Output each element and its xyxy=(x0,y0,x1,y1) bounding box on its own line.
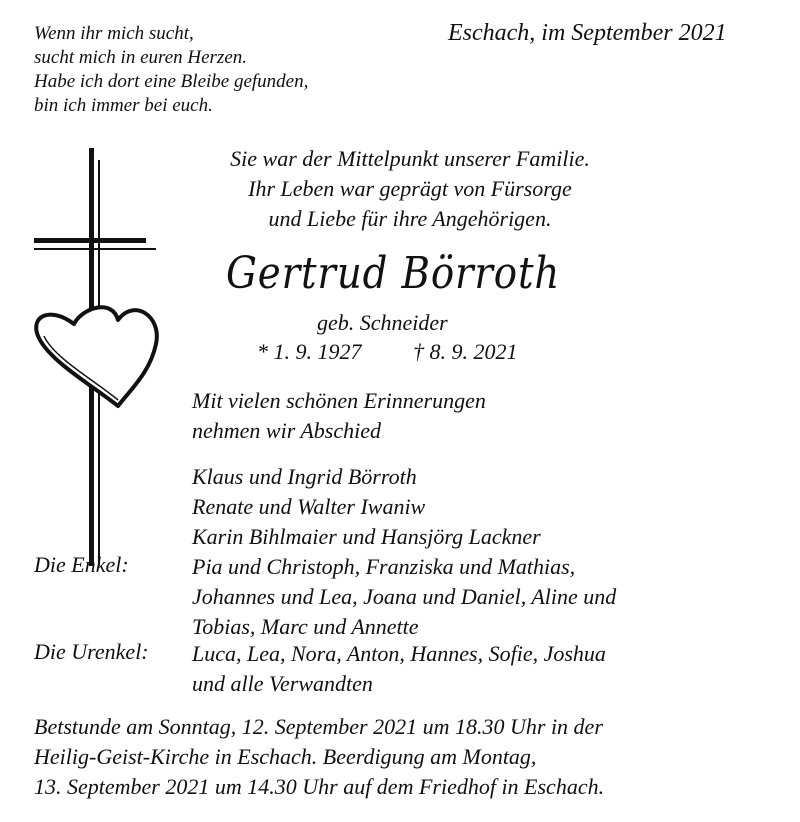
farewell-text xyxy=(192,386,486,446)
farewell-line: nehmen wir Abschied xyxy=(192,418,382,443)
grandchildren-label: Die Enkel: xyxy=(34,552,129,577)
cross-with-heart-icon xyxy=(30,148,165,568)
poem-line: Wenn ihr mich sucht, xyxy=(34,23,194,44)
grandchildren-list xyxy=(192,552,616,642)
grandchildren-line: Tobias, Marc und Annette xyxy=(192,614,419,639)
funeral-details xyxy=(34,712,604,802)
deceased-name: Gertrud Börroth xyxy=(226,248,561,299)
grandchildren-line: Johannes und Lea, Joana und Daniel, Aline und xyxy=(192,584,617,609)
poem-line: bin ich immer bei euch. xyxy=(34,95,213,116)
poem-line: sucht mich in euren Herzen. xyxy=(34,47,247,68)
poem-line: Habe ich dort eine Bleibe gefunden, xyxy=(34,71,309,92)
mourner: Renate und Walter Iwaniw xyxy=(192,494,426,519)
great-grandchildren-line: Luca, Lea, Nora, Anton, Hannes, Sofie, Joshua xyxy=(192,641,606,666)
grandchildren-line: Pia und Christoph, Franziska und Mathias, xyxy=(192,554,576,579)
footer-line: Betstunde am Sonntag, 12. September 2021 um 18.30 Uhr in der xyxy=(34,714,603,739)
intro-line: und Liebe für ihre Angehörigen. xyxy=(268,206,552,231)
mourners-list xyxy=(192,462,541,552)
poem xyxy=(34,22,308,118)
great-grandchildren-label: Die Urenkel: xyxy=(34,639,149,664)
maiden-name: geb. Schneider xyxy=(317,310,448,335)
great-grandchildren-line: und alle Verwandten xyxy=(192,671,373,696)
death-date: † 8. 9. 2021 xyxy=(413,339,518,364)
life-dates xyxy=(257,339,518,365)
intro-line: Sie war der Mittelpunkt unserer Familie. xyxy=(230,146,590,171)
mourner: Karin Bihlmaier und Hansjörg Lackner xyxy=(192,524,541,549)
farewell-line: Mit vielen schönen Erinnerungen xyxy=(192,388,486,413)
intro-text xyxy=(150,144,670,234)
dateline: Eschach, im September 2021 xyxy=(448,20,727,46)
footer-line: 13. September 2021 um 14.30 Uhr auf dem Friedhof in Eschach. xyxy=(34,774,605,799)
great-grandchildren-list xyxy=(192,639,606,699)
intro-line: Ihr Leben war geprägt von Fürsorge xyxy=(248,176,572,201)
footer-line: Heilig-Geist-Kirche in Eschach. Beerdigung am Montag, xyxy=(34,744,537,769)
mourner: Klaus und Ingrid Börroth xyxy=(192,464,417,489)
birth-date: * 1. 9. 1927 xyxy=(257,339,362,364)
